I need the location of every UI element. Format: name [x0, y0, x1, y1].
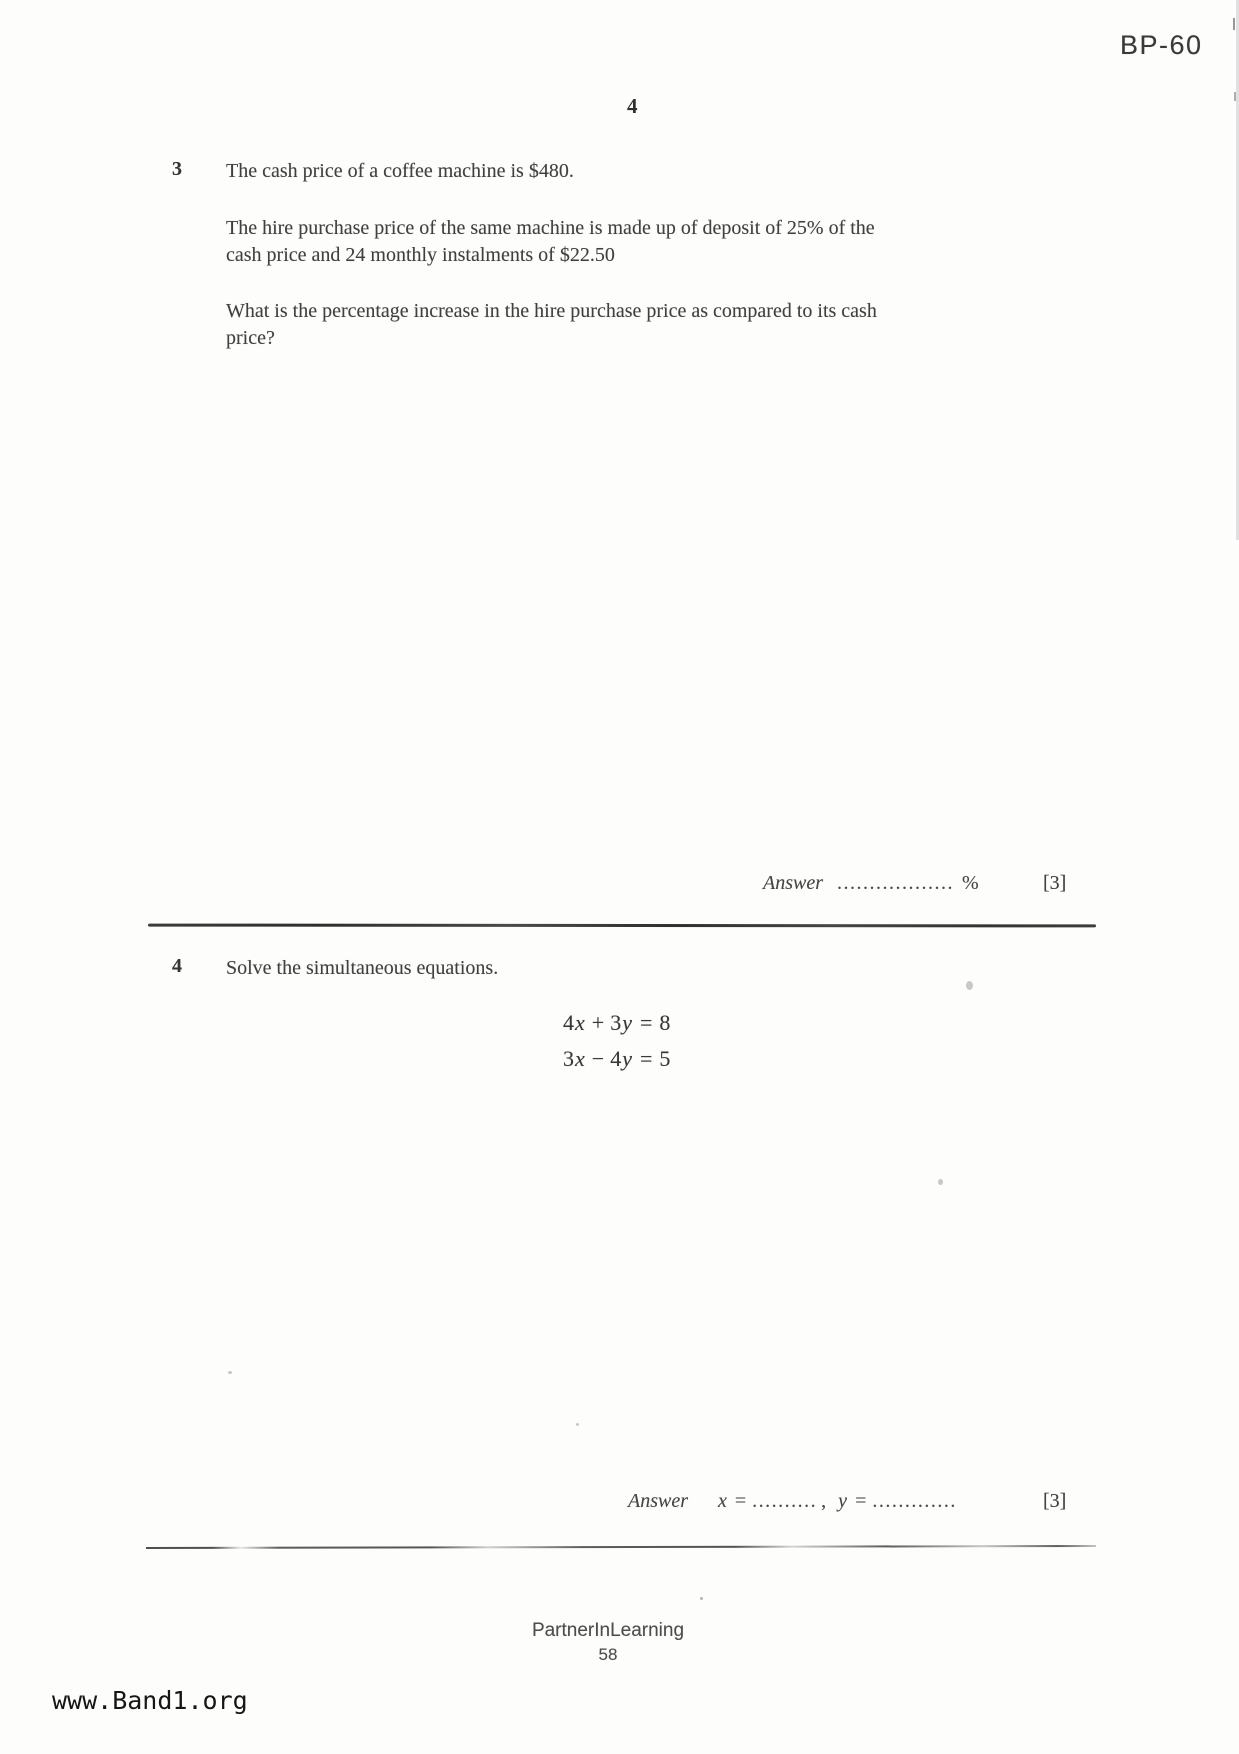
coefficient: 4	[563, 1010, 574, 1035]
variable-x: x	[575, 1010, 585, 1035]
percent-unit: %	[962, 872, 979, 894]
equals-sign: =	[639, 1010, 653, 1035]
variable-y: y	[838, 1490, 848, 1512]
watermark-url: www.Band1.org	[52, 1686, 248, 1715]
variable-y: y	[622, 1010, 632, 1035]
section-divider-bottom	[146, 1545, 1096, 1549]
equals-sign: =	[639, 1046, 653, 1071]
equation-2	[563, 1046, 670, 1072]
answer-dotted-blank: ..................	[837, 872, 954, 894]
constant: 5	[659, 1046, 671, 1071]
scan-artifact	[1233, 18, 1235, 30]
question-4-answer-line	[628, 1490, 957, 1513]
question-4-marks: [3]	[1043, 1490, 1067, 1512]
section-divider	[148, 924, 1096, 928]
question-3-text-line: The hire purchase price of the same machine is made up of deposit of 25% of the	[226, 217, 875, 239]
page-number: 4	[627, 94, 638, 118]
question-4-text-line: Solve the simultaneous equations.	[226, 957, 499, 979]
variable-x: x	[575, 1046, 585, 1071]
answer-dotted-blank-y: .............	[872, 1490, 957, 1512]
question-3-paragraph-2	[226, 215, 1016, 269]
question-3-paragraph-3	[226, 298, 1016, 352]
answer-label: Answer	[763, 872, 823, 894]
question-3-marks: [3]	[1043, 872, 1067, 894]
scan-speck	[700, 1597, 703, 1600]
variable-x: x	[718, 1490, 727, 1512]
equals-sign: =	[734, 1490, 747, 1512]
coefficient: 3	[563, 1046, 574, 1071]
scan-speck	[938, 1179, 943, 1185]
doc-code: BP-60	[1120, 30, 1203, 60]
question-3-text-line: What is the percentage increase in the hire purchase price as compared to its cash	[226, 300, 877, 322]
minus-operator: −	[591, 1046, 605, 1071]
coefficient: 4	[610, 1046, 622, 1071]
footer	[0, 1620, 1216, 1665]
question-4-prompt	[226, 955, 1016, 982]
question-4-number: 4	[172, 955, 182, 977]
question-3-answer-line	[763, 872, 979, 895]
variable-y: y	[622, 1046, 632, 1071]
scan-speck	[576, 1423, 579, 1426]
answer-dotted-blank-x: ..........	[752, 1490, 818, 1512]
equation-1	[563, 1010, 670, 1036]
scan-artifact	[1234, 92, 1236, 101]
scan-speck	[966, 981, 973, 990]
question-3-text-line: price?	[226, 327, 275, 349]
comma-separator: ,	[821, 1490, 827, 1512]
question-3-number: 3	[172, 158, 182, 180]
question-3-text-line: cash price and 24 monthly instalments of $22.50	[226, 244, 615, 266]
equals-sign: =	[855, 1490, 867, 1512]
constant: 8	[659, 1010, 671, 1035]
plus-operator: +	[591, 1010, 605, 1035]
footer-brand: PartnerInLearning	[531, 1620, 685, 1641]
question-3-text-line: The cash price of a coffee machine is $480.	[226, 160, 574, 182]
question-3-paragraph-1	[226, 158, 1016, 185]
coefficient: 3	[610, 1010, 622, 1035]
answer-label: Answer	[628, 1490, 688, 1512]
scan-speck	[228, 1371, 232, 1374]
footer-page-number: 58	[598, 1645, 618, 1664]
